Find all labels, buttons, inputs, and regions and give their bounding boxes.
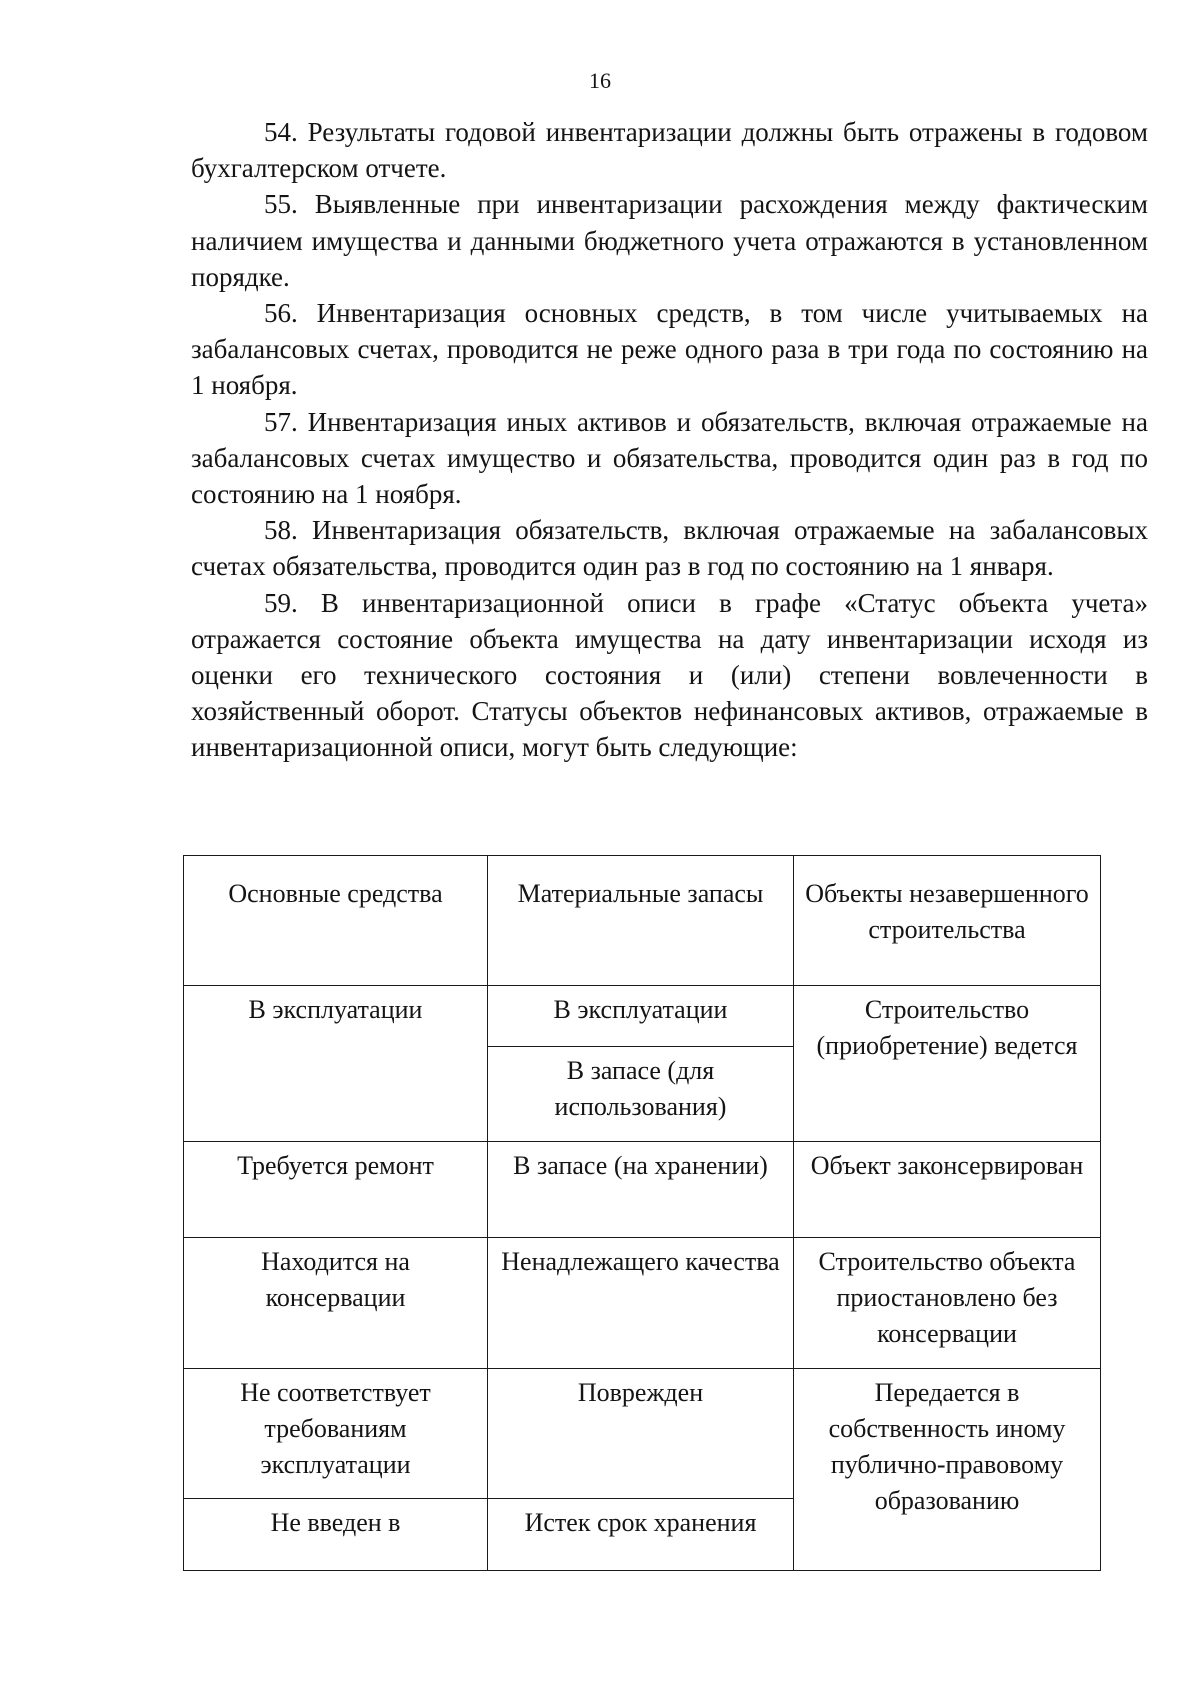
table-row	[184, 986, 1101, 1047]
construction-cell: Строительство объекта приостановлено без консервации	[794, 1238, 1101, 1369]
page-number: 16	[589, 68, 611, 93]
paragraph-56: 56. Инвентаризация основных средств, в том числе учитываемых на забалансовых счетах, проводится не реже одного раза в три года по состоянию на 1 ноября.	[191, 298, 1148, 401]
header-inventory: Материальные запасы	[488, 856, 794, 986]
inventory-cell: В запасе (для использования)	[488, 1047, 794, 1142]
table-row	[184, 1238, 1101, 1369]
construction-cell: Объект законсервирован	[794, 1142, 1101, 1238]
fixed-assets-cell: Не соответствует требованиям эксплуатации	[184, 1369, 488, 1499]
table-row	[184, 1369, 1101, 1499]
paragraph-57: 57. Инвентаризация иных активов и обязательств, включая отражаемые на забалансовых счетах имущество и обязательства, проводится один раз в год по состоянию на 1 ноября.	[191, 406, 1148, 510]
inventory-cell: Истек срок хранения	[488, 1499, 794, 1571]
inventory-cell: Поврежден	[488, 1369, 794, 1499]
table-header-row	[184, 856, 1101, 986]
paragraph-54: 54. Результаты годовой инвентаризации должны быть отражены в годовом бухгалтерском отчете.	[191, 117, 1148, 184]
header-fixed-assets: Основные средства	[184, 856, 488, 986]
fixed-assets-cell: Находится на консервации	[184, 1238, 488, 1369]
inventory-cell: В запасе (на хранении)	[488, 1142, 794, 1238]
construction-cell: Передается в собственность иному публично-правовому образованию	[794, 1369, 1101, 1571]
header-construction: Объекты незавершенного строительства	[794, 856, 1101, 986]
fixed-assets-cell: Не введен в	[184, 1499, 488, 1571]
paragraph-58: 58. Инвентаризация обязательств, включая отражаемые на забалансовых счетах обязательства, проводится один раз в год по состоянию на 1 января.	[191, 515, 1148, 582]
fixed-assets-cell: В эксплуатации	[184, 986, 488, 1142]
inventory-cell: В эксплуатации	[488, 986, 794, 1047]
body-text	[191, 114, 1148, 766]
table-row	[184, 1142, 1101, 1238]
paragraph-59: 59. В инвентаризационной описи в графе «Статус объекта учета» отражается состояние объекта имущества на дату инвентаризации исходя из оценки его технического состояния и (или) степени вовлеченности в хозяйственный оборот. Статусы объектов нефинансовых активов, отражаемые в инвентаризационной описи, могут быть следующие:	[191, 587, 1148, 763]
paragraph-55: 55. Выявленные при инвентаризации расхождения между фактическим наличием имущества и данными бюджетного учета отражаются в установленном порядке.	[191, 189, 1148, 292]
inventory-cell: Ненадлежащего качества	[488, 1238, 794, 1369]
fixed-assets-cell: Требуется ремонт	[184, 1142, 488, 1238]
construction-cell: Строительство (приобретение) ведется	[794, 986, 1101, 1142]
asset-status-table	[183, 855, 1101, 1571]
